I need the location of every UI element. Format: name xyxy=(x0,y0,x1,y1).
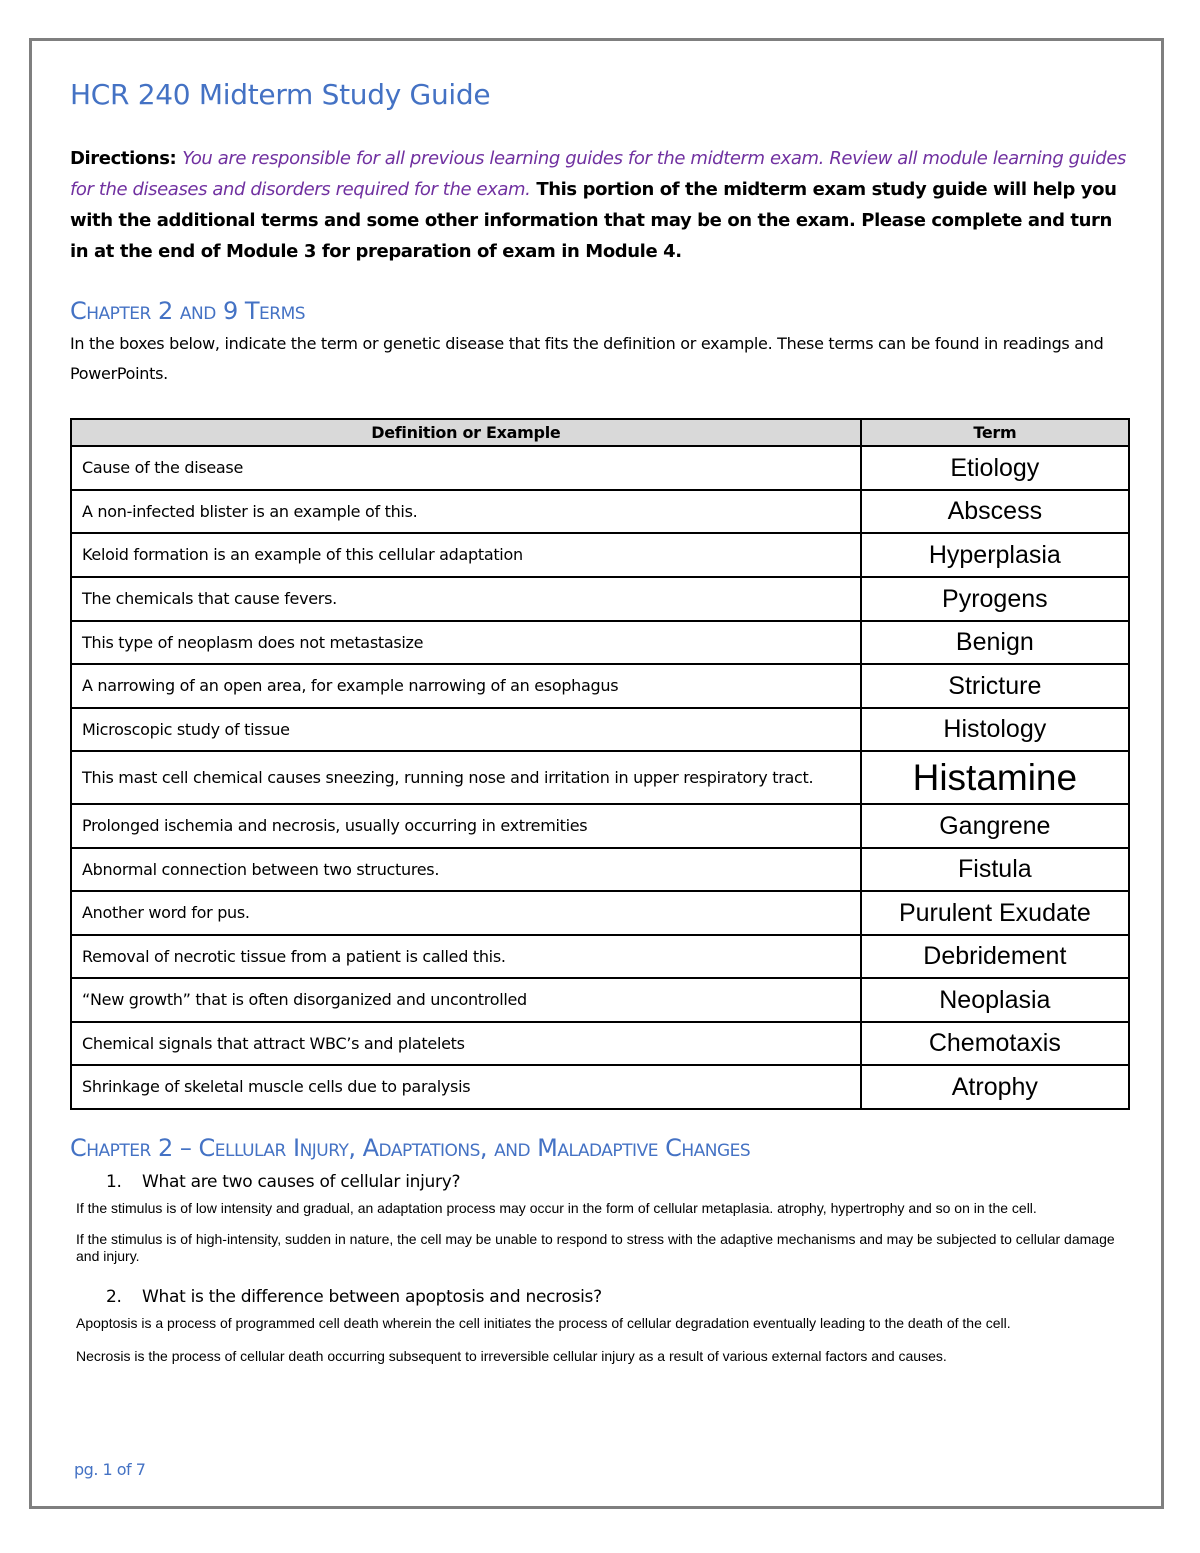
document-content xyxy=(70,70,1130,1364)
term-cell: Chemotaxis xyxy=(861,1022,1129,1065)
table-row xyxy=(71,708,1129,751)
answer-paragraph: Necrosis is the process of cellular death occurring subsequent to irreversible cellular injury as a result of various external factors and causes. xyxy=(76,1348,947,1364)
page-number-footer: pg. 1 of 7 xyxy=(74,1460,146,1479)
document-title: HCR 240 Midterm Study Guide xyxy=(70,78,491,111)
table-row xyxy=(71,664,1129,708)
table-row xyxy=(71,490,1129,533)
question-text: What are two causes of cellular injury? xyxy=(142,1172,461,1192)
term-cell: Stricture xyxy=(861,664,1129,708)
definition-cell: Prolonged ischemia and necrosis, usually occurring in extremities xyxy=(71,804,861,848)
term-cell: Histology xyxy=(861,708,1129,751)
term-cell: Etiology xyxy=(861,446,1129,490)
table-row xyxy=(71,446,1129,490)
table-row xyxy=(71,978,1129,1022)
table-row xyxy=(71,751,1129,804)
section-heading-chapter-2-9: Chapter 2 and 9 Terms xyxy=(70,297,306,325)
table-row xyxy=(71,935,1129,978)
definition-cell: Keloid formation is an example of this cellular adaptation xyxy=(71,533,861,577)
header-definition: Definition or Example xyxy=(71,419,861,446)
definition-cell: Chemical signals that attract WBC’s and platelets xyxy=(71,1022,861,1065)
directions-italic-text: You are responsible for all previous learning guides for the midterm exam. Review all module learning guides for the diseases and disorders required for the exam. xyxy=(70,148,1126,200)
table-header-row xyxy=(71,419,1129,446)
term-cell: Debridement xyxy=(861,935,1129,978)
question-number: 1. xyxy=(106,1172,122,1192)
definition-cell: This mast cell chemical causes sneezing, running nose and irritation in upper respiratory tract. xyxy=(71,751,861,804)
question-number: 2. xyxy=(106,1287,122,1307)
term-cell: Atrophy xyxy=(861,1065,1129,1109)
answer-paragraph: If the stimulus is of high-intensity, sudden in nature, the cell may be unable to respond to stress with the adaptive mechanisms and may be subjected to cellular damage and injury. xyxy=(76,1231,1115,1264)
question-1 xyxy=(106,1172,1130,1192)
question-2 xyxy=(106,1287,1130,1307)
directions-paragraph xyxy=(70,143,1130,267)
directions-bold-text: This portion of the midterm exam study guide will help you with the additional terms and some other information that may be on the exam. Please complete and turn in at the end of Module 3 for preparation of exam in Module 4. xyxy=(70,179,1117,262)
definition-cell: “New growth” that is often disorganized and uncontrolled xyxy=(71,978,861,1022)
definition-cell: The chemicals that cause fevers. xyxy=(71,577,861,621)
term-cell: Histamine xyxy=(861,751,1129,804)
answer-paragraph: If the stimulus is of low intensity and gradual, an adaptation process may occur in the form of cellular metaplasia. atrophy, hypertrophy and so on in the cell. xyxy=(76,1200,1037,1216)
definition-cell: Removal of necrotic tissue from a patient is called this. xyxy=(71,935,861,978)
table-row xyxy=(71,621,1129,664)
chapter-2-section xyxy=(70,1134,1130,1365)
terms-table xyxy=(70,418,1130,1110)
definition-cell: Shrinkage of skeletal muscle cells due to paralysis xyxy=(71,1065,861,1109)
table-row xyxy=(71,577,1129,621)
term-cell: Benign xyxy=(861,621,1129,664)
definition-cell: A non-infected blister is an example of this. xyxy=(71,490,861,533)
answer-paragraph: Apoptosis is a process of programmed cell death wherein the cell initiates the process of cellular degradation eventually leading to the death of the cell. xyxy=(76,1315,1011,1331)
header-term: Term xyxy=(861,419,1129,446)
definition-cell: This type of neoplasm does not metastasize xyxy=(71,621,861,664)
definition-cell: Microscopic study of tissue xyxy=(71,708,861,751)
term-cell: Abscess xyxy=(861,490,1129,533)
question-text: What is the difference between apoptosis and necrosis? xyxy=(142,1287,602,1307)
directions-label: Directions: xyxy=(70,148,183,169)
term-cell: Neoplasia xyxy=(861,978,1129,1022)
section-intro: In the boxes below, indicate the term or genetic disease that fits the definition or example. These terms can be found in readings and PowerPoints. xyxy=(70,334,1104,383)
term-cell: Hyperplasia xyxy=(861,533,1129,577)
definition-cell: A narrowing of an open area, for example narrowing of an esophagus xyxy=(71,664,861,708)
term-cell: Purulent Exudate xyxy=(861,891,1129,935)
table-row xyxy=(71,891,1129,935)
table-row xyxy=(71,848,1129,891)
term-cell: Fistula xyxy=(861,848,1129,891)
table-row xyxy=(71,804,1129,848)
section-heading-chapter-2: Chapter 2 – Cellular Injury, Adaptations, and Maladaptive Changes xyxy=(70,1134,751,1162)
definition-cell: Abnormal connection between two structures. xyxy=(71,848,861,891)
definition-cell: Another word for pus. xyxy=(71,891,861,935)
table-row xyxy=(71,1065,1129,1109)
definition-cell: Cause of the disease xyxy=(71,446,861,490)
term-cell: Pyrogens xyxy=(861,577,1129,621)
table-row xyxy=(71,1022,1129,1065)
term-cell: Gangrene xyxy=(861,804,1129,848)
table-row xyxy=(71,533,1129,577)
